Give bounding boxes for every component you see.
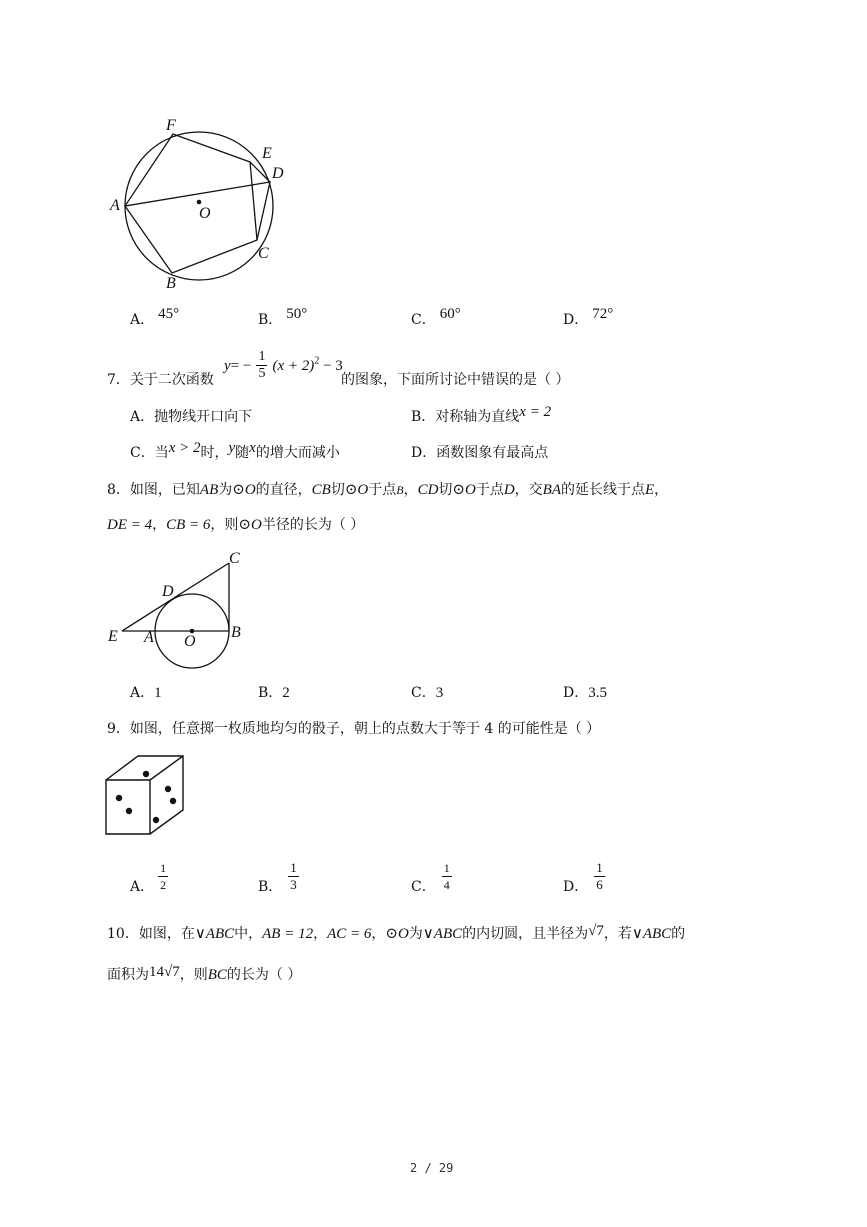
q7-option-c: C．当x > 2时，y随x的增大而减小 [130,440,340,461]
label-d: D [162,583,174,600]
label-c: C [258,245,269,262]
q9-option-b: B． $\frac{1}{3}$ [258,860,297,895]
q8-stem-line2: DE = 4，CB = 6，则⊙O半径的长为（ ） [107,517,365,533]
label-f: F [166,117,176,134]
q7-option-a: A．抛物线开口向下 [130,409,253,425]
label-b: B [231,624,241,641]
q8-stem-line1: 8．如图，已知AB为⊙O的直径，CB切⊙O于点B，CD切⊙O于点D，交BA的延长线于点E， [107,482,669,498]
q10-stem-line2: 面积为14√7，则BC的长为（ ） [107,964,302,983]
label-a: A [110,197,120,214]
label-e: E [108,628,118,645]
q6-option-a: A． 45° [130,306,180,328]
q7-fraction: $\frac{1}{5}$ [258,349,266,381]
center-point [197,200,202,205]
dice-pip [126,808,132,814]
q6-option-c: C． 60° [411,306,461,328]
label-e: E [262,145,272,162]
q6-option-d: D． 72° [563,306,614,328]
dice-pip [165,786,171,792]
dice-figure [104,754,188,838]
circle-pentagon-figure [100,110,300,300]
dice-outline [106,756,183,834]
q9-stem: 9．如图，任意掷一枚质地均匀的骰子，朝上的点数大于等于 4 的可能性是（ ） [107,721,601,737]
label-d: D [272,165,284,182]
q7-option-b: B．对称轴为直线x = 2 [411,404,552,425]
q7-stem: 7．关于二次函数 [107,372,214,388]
label-a: A [144,629,154,646]
label-c: C [229,550,240,567]
label-o: O [184,633,196,650]
q6-option-b: B． 50° [258,306,308,328]
q10-stem-line1: 10．如图，在∨ABC中，AB = 12，AC = 6，⊙O为∨ABC的内切圆，且半径为√7，若∨ABC的 [107,923,686,942]
q7-option-d: D．函数图象有最高点 [411,445,549,461]
q9-option-d: D． $\frac{1}{6}$ [563,860,603,895]
label-b: B [166,275,176,292]
label-o: O [199,205,211,222]
dice-pip [116,795,122,801]
dice-pip [170,798,176,804]
q8-option-a: A．1 [130,685,162,701]
q9-option-c: C． $\frac{1}{4}$ [411,861,450,895]
line-ec [122,563,229,631]
q7-formula: y= − $\frac{1}{5}$ $(x + 2)^2 - 3$ [224,349,343,381]
q9-option-a: A． $\frac{1}{2}$ [130,861,167,895]
q8-option-b: B．2 [258,685,290,701]
tangent-figure [100,545,260,670]
q8-option-d: D．3.5 [563,685,607,701]
q8-option-c: C．3 [411,685,444,701]
dice-pip [153,817,159,823]
page-number: 2 / 29 [410,1161,454,1175]
q7-suffix: 的图象，下面所讨论中错误的是（ ） [341,372,570,388]
dice-pip [143,771,149,777]
